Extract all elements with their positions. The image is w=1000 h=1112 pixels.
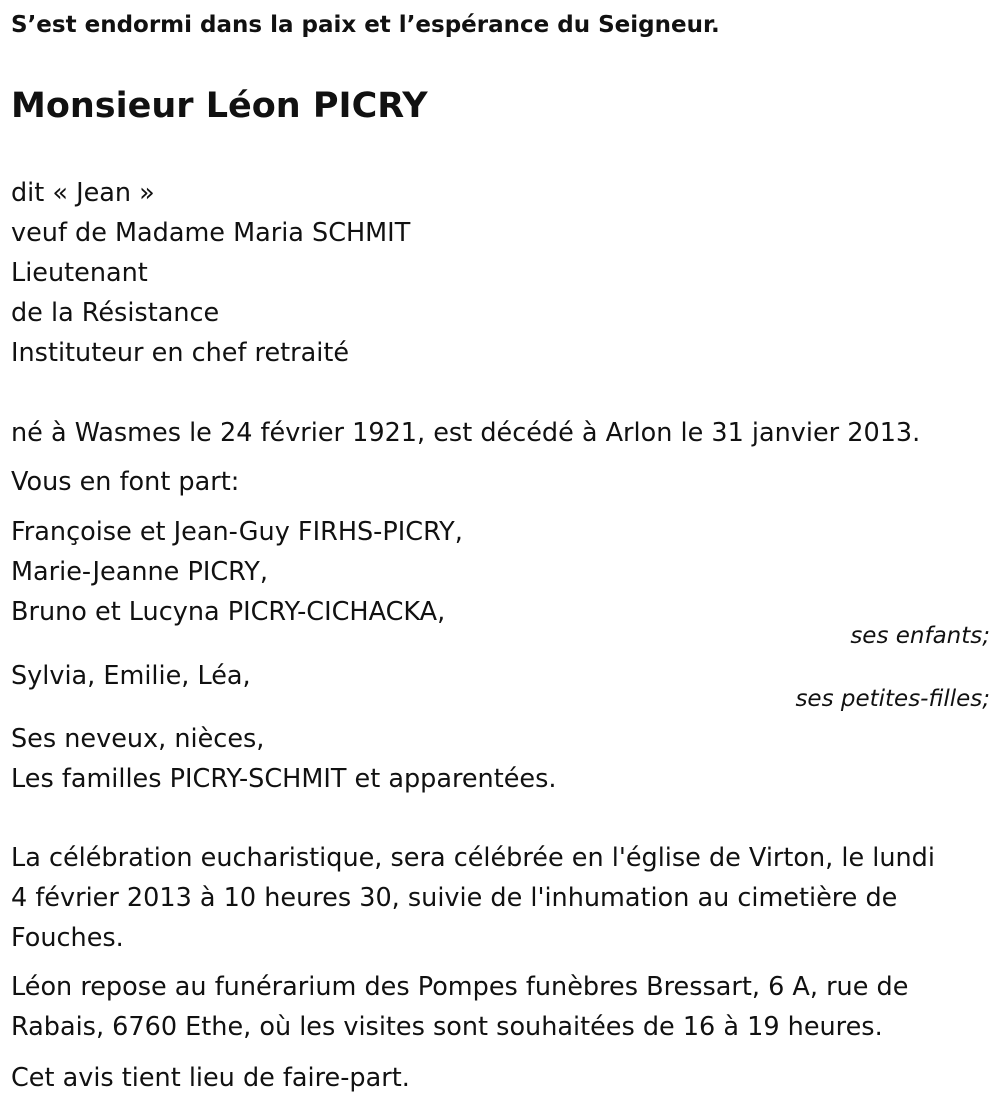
child-line: Marie-Jeanne PICRY, <box>11 557 268 587</box>
detail-line: dit « Jean » <box>11 178 155 208</box>
detail-line: de la Résistance <box>11 298 220 328</box>
deceased-name: Monsieur Léon PICRY <box>11 86 428 126</box>
ceremony-line: Fouches. <box>11 923 124 953</box>
announce-line: Vous en font part: <box>11 467 240 497</box>
rest-line: Rabais, 6760 Ethe, où les visites sont souhaitées de 16 à 19 heures. <box>11 1012 883 1042</box>
children-label: ses enfants; <box>850 623 990 649</box>
detail-line: veuf de Madame Maria SCHMIT <box>11 218 411 248</box>
ceremony-line: 4 février 2013 à 10 heures 30, suivie de l'inhumation au cimetière de <box>11 883 898 913</box>
grandchildren-line: Sylvia, Emilie, Léa, <box>11 661 251 691</box>
grandchildren-label: ses petites-filles; <box>795 686 990 712</box>
ceremony-line: La célébration eucharistique, sera célébrée en l'église de Virton, le lundi <box>11 843 935 873</box>
child-line: Françoise et Jean-Guy FIRHS-PICRY, <box>11 517 463 547</box>
other-relatives-line: Ses neveux, nièces, <box>11 724 265 754</box>
closing-line: Cet avis tient lieu de faire-part. <box>11 1063 410 1093</box>
child-line: Bruno et Lucyna PICRY-CICHACKA, <box>11 597 446 627</box>
detail-line: Lieutenant <box>11 258 148 288</box>
birth-death-line: né à Wasmes le 24 février 1921, est décédé à Arlon le 31 janvier 2013. <box>11 418 921 448</box>
detail-line: Instituteur en chef retraité <box>11 338 350 368</box>
other-relatives-line: Les familles PICRY-SCHMIT et apparentées. <box>11 764 557 794</box>
rest-line: Léon repose au funérarium des Pompes funèbres Bressart, 6 A, rue de <box>11 972 909 1002</box>
intro-line: S’est endormi dans la paix et l’espérance du Seigneur. <box>11 12 720 38</box>
